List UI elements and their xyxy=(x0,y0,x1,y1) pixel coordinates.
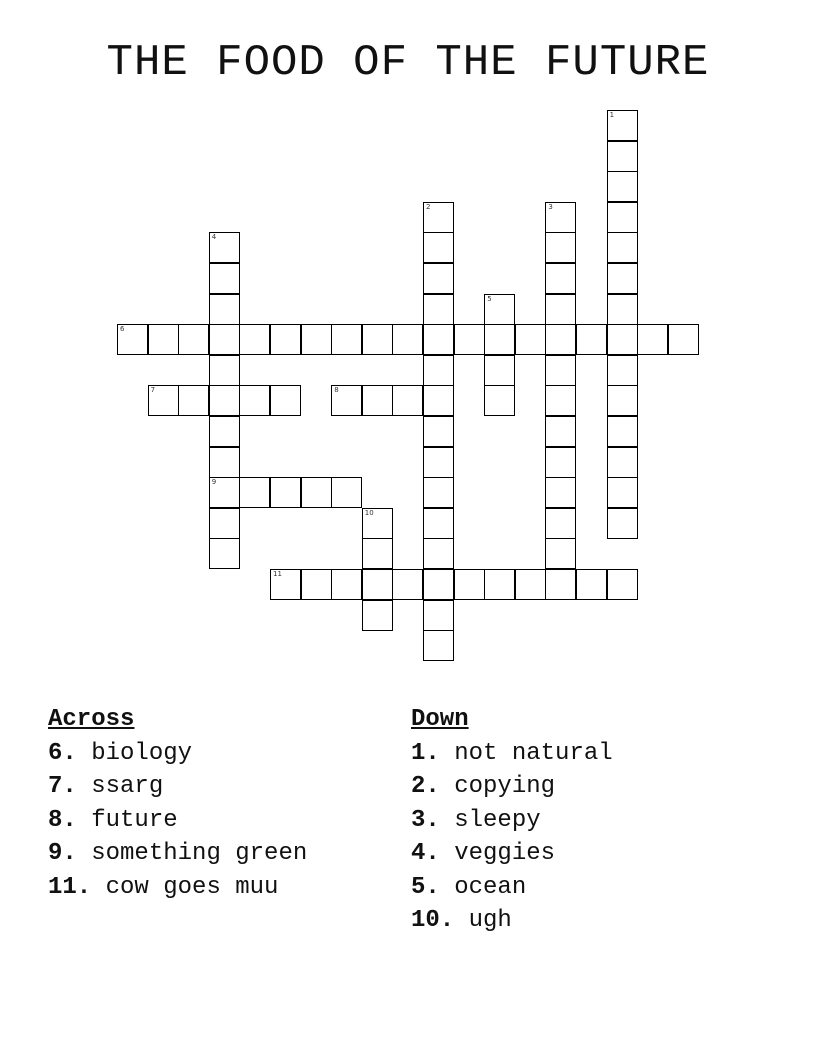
clue-start-number: 8 xyxy=(334,386,339,395)
grid-cell[interactable] xyxy=(209,294,240,325)
grid-cell[interactable] xyxy=(117,324,148,355)
grid-cell[interactable] xyxy=(209,508,240,539)
grid-cell[interactable] xyxy=(148,324,179,355)
clue-number: 5. xyxy=(411,873,440,901)
grid-cell[interactable] xyxy=(239,385,270,416)
grid-cell[interactable] xyxy=(392,324,423,355)
grid-cell[interactable] xyxy=(607,477,638,508)
grid-cell[interactable] xyxy=(484,569,515,600)
grid-cell[interactable] xyxy=(331,477,362,508)
grid-cell[interactable] xyxy=(423,538,454,569)
clue-text: veggies xyxy=(454,840,556,867)
clue-start-number: 9 xyxy=(211,478,217,487)
grid-cell[interactable] xyxy=(607,294,638,325)
grid-cell[interactable] xyxy=(209,232,240,263)
grid-cell[interactable] xyxy=(607,385,638,416)
grid-cell[interactable] xyxy=(545,232,576,263)
grid-cell[interactable] xyxy=(484,355,515,386)
grid-cell[interactable] xyxy=(270,385,301,416)
grid-cell[interactable] xyxy=(270,569,301,600)
grid-cell[interactable] xyxy=(545,263,576,294)
clue-across-6 xyxy=(48,737,307,771)
clue-number: 7. xyxy=(48,773,77,800)
clue-across-8 xyxy=(48,804,307,838)
grid-cell[interactable] xyxy=(545,416,576,447)
grid-cell[interactable] xyxy=(576,569,607,600)
grid-cell[interactable] xyxy=(301,477,332,508)
grid-cell[interactable] xyxy=(239,477,270,508)
clue-down-1 xyxy=(411,737,613,771)
clue-text: ocean xyxy=(454,873,527,901)
clue-text: ugh xyxy=(468,907,512,934)
grid-cell[interactable] xyxy=(423,202,454,233)
grid-cell[interactable] xyxy=(607,171,638,202)
grid-cell[interactable] xyxy=(423,294,454,325)
grid-cell[interactable] xyxy=(545,324,576,355)
grid-cell[interactable] xyxy=(331,569,362,600)
grid-cell[interactable] xyxy=(607,447,638,478)
grid-cell[interactable] xyxy=(423,416,454,447)
grid-cell[interactable] xyxy=(423,385,454,416)
clue-start-number: 3 xyxy=(548,202,553,211)
clue-down-5 xyxy=(411,871,613,905)
grid-cell[interactable] xyxy=(484,385,515,416)
grid-cell[interactable] xyxy=(301,569,332,600)
grid-cell[interactable] xyxy=(423,324,454,355)
grid-cell[interactable] xyxy=(545,385,576,416)
clue-number: 6. xyxy=(48,739,77,767)
grid-cell[interactable] xyxy=(423,232,454,263)
clue-text: future xyxy=(91,806,178,834)
grid-cell[interactable] xyxy=(607,263,638,294)
grid-cell[interactable] xyxy=(454,324,485,355)
grid-cell[interactable] xyxy=(668,324,699,355)
grid-cell[interactable] xyxy=(362,324,393,355)
grid-cell[interactable] xyxy=(515,569,546,600)
grid-cell[interactable] xyxy=(545,447,576,478)
clue-text: ssarg xyxy=(91,773,164,800)
grid-cell[interactable] xyxy=(423,600,454,631)
grid-cell[interactable] xyxy=(637,324,668,355)
clue-start-number: 6 xyxy=(120,325,125,334)
grid-cell[interactable] xyxy=(423,508,454,539)
grid-cell[interactable] xyxy=(607,202,638,233)
clue-start-number: 10 xyxy=(364,508,374,517)
clue-start-number: 4 xyxy=(211,233,217,242)
clue-across-11 xyxy=(48,871,307,905)
grid-cell[interactable] xyxy=(209,538,240,569)
grid-cell[interactable] xyxy=(576,324,607,355)
clue-number: 2. xyxy=(411,773,440,800)
clue-number: 10. xyxy=(411,907,455,934)
grid-cell[interactable] xyxy=(362,600,393,631)
down-heading: Down xyxy=(411,706,469,733)
page-title: THE FOOD OF THE FUTURE xyxy=(106,38,710,88)
grid-cell[interactable] xyxy=(545,202,576,233)
grid-cell[interactable] xyxy=(545,477,576,508)
clue-down-4 xyxy=(411,837,613,871)
grid-cell[interactable] xyxy=(607,324,638,355)
down-clues xyxy=(411,703,613,938)
grid-cell[interactable] xyxy=(178,324,209,355)
grid-cell[interactable] xyxy=(545,508,576,539)
clue-down-2 xyxy=(411,770,613,804)
grid-cell[interactable] xyxy=(423,569,454,600)
grid-cell[interactable] xyxy=(209,355,240,386)
grid-cell[interactable] xyxy=(607,508,638,539)
across-heading: Across xyxy=(48,706,135,733)
grid-cell[interactable] xyxy=(484,294,515,325)
grid-cell[interactable] xyxy=(607,569,638,600)
grid-cell[interactable] xyxy=(209,416,240,447)
grid-cell[interactable] xyxy=(515,324,546,355)
grid-cell[interactable] xyxy=(362,508,393,539)
grid-cell[interactable] xyxy=(484,324,515,355)
grid-cell[interactable] xyxy=(209,263,240,294)
grid-cell[interactable] xyxy=(362,569,393,600)
clue-across-7 xyxy=(48,770,307,804)
clue-start-number: 2 xyxy=(426,202,431,211)
grid-cell[interactable] xyxy=(209,385,240,416)
grid-cell[interactable] xyxy=(362,538,393,569)
grid-cell[interactable] xyxy=(362,385,393,416)
grid-cell[interactable] xyxy=(607,141,638,172)
grid-cell[interactable] xyxy=(545,538,576,569)
grid-cell[interactable] xyxy=(392,385,423,416)
grid-cell[interactable] xyxy=(331,324,362,355)
clue-number: 1. xyxy=(411,739,440,767)
grid-cell[interactable] xyxy=(209,477,240,508)
clue-text: not natural xyxy=(454,739,613,767)
grid-cell[interactable] xyxy=(301,324,332,355)
grid-cell[interactable] xyxy=(545,294,576,325)
grid-cell[interactable] xyxy=(148,385,179,416)
clue-number: 11. xyxy=(48,873,92,901)
clue-text: something green xyxy=(91,840,308,867)
clue-text: sleepy xyxy=(454,806,541,834)
clue-start-number: 7 xyxy=(150,386,156,395)
clue-text: biology xyxy=(91,739,193,767)
grid-cell[interactable] xyxy=(607,416,638,447)
grid-cell[interactable] xyxy=(607,232,638,263)
clue-number: 8. xyxy=(48,806,77,834)
grid-cell[interactable] xyxy=(178,385,209,416)
grid-cell[interactable] xyxy=(270,324,301,355)
clue-down-3 xyxy=(411,804,613,838)
clue-text: copying xyxy=(454,773,556,800)
across-clues xyxy=(48,703,307,904)
grid-cell[interactable] xyxy=(270,477,301,508)
clue-start-number: 11 xyxy=(273,570,282,578)
clue-text: cow goes muu xyxy=(105,873,279,901)
grid-cell[interactable] xyxy=(607,355,638,386)
grid-cell[interactable] xyxy=(239,324,270,355)
clue-number: 9. xyxy=(48,840,77,867)
grid-cell[interactable] xyxy=(607,110,638,141)
clue-number: 3. xyxy=(411,806,440,834)
grid-cell[interactable] xyxy=(423,355,454,386)
grid-cell[interactable] xyxy=(423,263,454,294)
grid-cell[interactable] xyxy=(423,447,454,478)
clue-start-number: 1 xyxy=(609,111,615,119)
grid-cell[interactable] xyxy=(454,569,485,600)
clue-start-number: 5 xyxy=(487,294,492,303)
clue-number: 4. xyxy=(411,840,440,867)
grid-cell[interactable] xyxy=(423,630,454,661)
grid-cell[interactable] xyxy=(545,569,576,600)
clue-across-9 xyxy=(48,837,307,871)
grid-cell[interactable] xyxy=(209,447,240,478)
grid-cell[interactable] xyxy=(331,385,362,416)
grid-cell[interactable] xyxy=(545,355,576,386)
grid-cell[interactable] xyxy=(423,477,454,508)
grid-cell[interactable] xyxy=(392,569,423,600)
grid-cell[interactable] xyxy=(209,324,240,355)
clue-down-10 xyxy=(411,904,613,938)
